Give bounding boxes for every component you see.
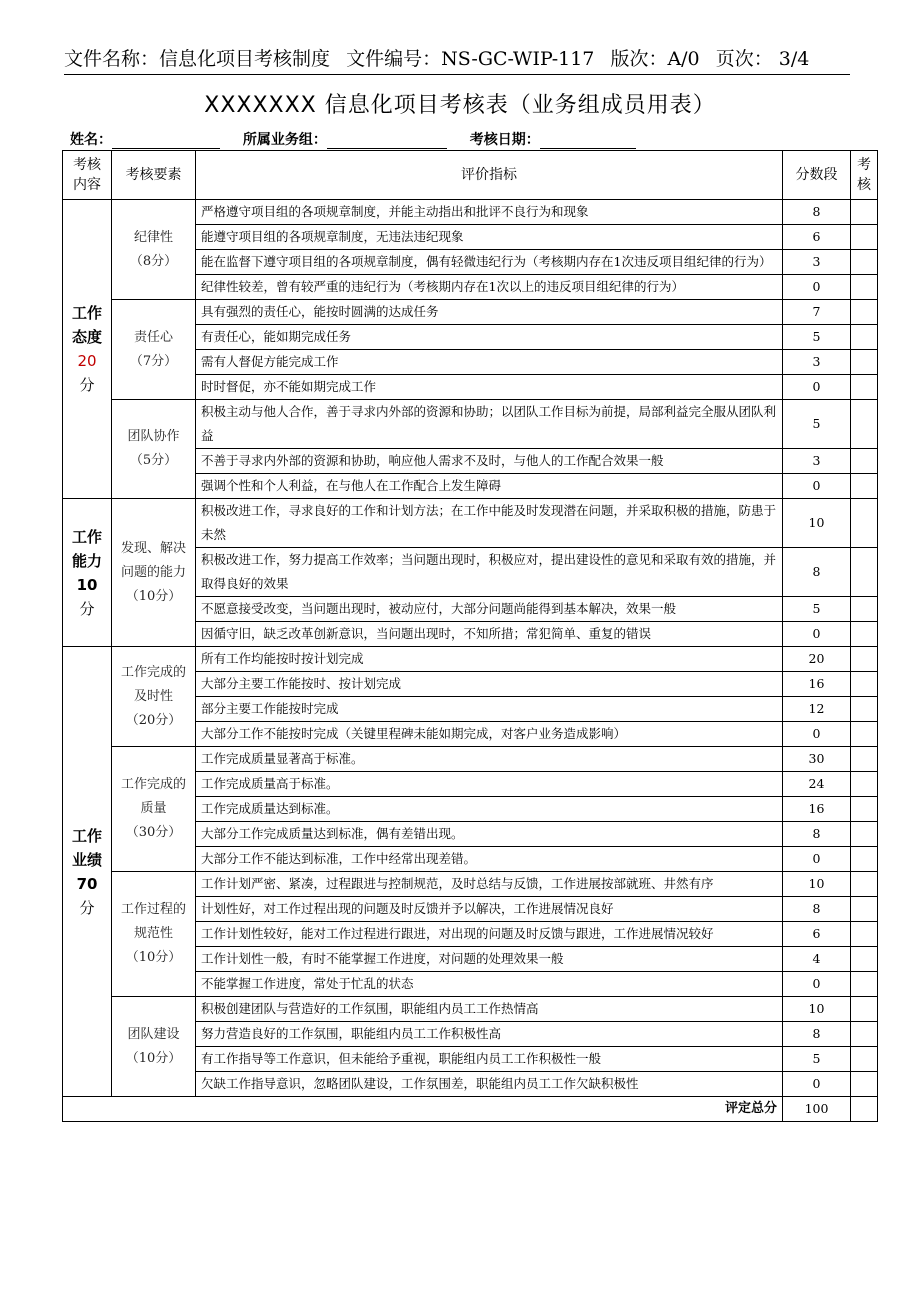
indicator-cell: 大部分工作完成质量达到标准，偶有差错出现。	[196, 822, 783, 847]
score-cell: 5	[783, 597, 851, 622]
factor-cell	[112, 872, 196, 997]
file-name: 文件名称：信息化项目考核制度	[64, 48, 331, 70]
score-cell: 0	[783, 622, 851, 647]
indicator-cell: 大部分工作不能按时完成（关键里程碑未能如期完成，对客户业务造成影响）	[196, 722, 783, 747]
assess-cell[interactable]	[851, 350, 878, 375]
indicator-cell: 工作计划严密、紧凑，过程跟进与控制规范，及时总结与反馈，工作进展按部就班、井然有序	[196, 872, 783, 897]
page-title: XXXXXXX 信息化项目考核表（业务组成员用表）	[204, 93, 716, 118]
assess-cell[interactable]	[851, 647, 878, 672]
dimension-unit: 分	[79, 376, 95, 394]
score-cell: 12	[783, 697, 851, 722]
score-cell: 8	[783, 822, 851, 847]
document-header	[64, 44, 850, 75]
factor-points: （10分）	[125, 950, 182, 965]
indicator-cell: 努力营造良好的工作氛围，职能组内员工工作积极性高	[196, 1022, 783, 1047]
assess-cell[interactable]	[851, 972, 878, 997]
score-cell: 30	[783, 747, 851, 772]
assess-cell[interactable]	[851, 672, 878, 697]
dimension-cell	[63, 200, 112, 499]
assess-cell[interactable]	[851, 250, 878, 275]
factor-name: 纪律性	[133, 229, 173, 245]
indicator-cell: 不善于寻求内外部的资源和协助，响应他人需求不及时，与他人的工作配合效果一般	[196, 449, 783, 474]
factor-name: 发现、解决问题的能力	[120, 540, 186, 580]
factor-points: （10分）	[125, 588, 182, 604]
score-cell: 3	[783, 449, 851, 474]
indicator-cell: 大部分工作不能达到标准，工作中经常出现差错。	[196, 847, 783, 872]
score-cell: 8	[783, 548, 851, 597]
indicator-cell: 积极改进工作，努力提高工作效率；当问题出现时，积极应对，提出建设性的意见和采取有效的措施，并取得良好的效果	[196, 548, 783, 597]
indicator-cell: 工作完成质量达到标准。	[196, 797, 783, 822]
assess-cell[interactable]	[851, 499, 878, 548]
indicator-cell: 工作计划性一般，有时不能掌握工作进度，对问题的处理效果一般	[196, 947, 783, 972]
dimension-unit: 分	[79, 599, 95, 618]
page-number: 页次： 3/4	[715, 48, 810, 70]
dimension-name: 工作业绩	[71, 826, 102, 869]
dimension-cell	[63, 499, 112, 647]
col-indicator: 评价指标	[196, 151, 783, 200]
date-label: 考核日期：	[469, 132, 540, 148]
dimension-score: 10	[76, 575, 98, 594]
indicator-cell: 具有强烈的责任心，能按时圆满的达成任务	[196, 300, 783, 325]
assess-cell[interactable]	[851, 722, 878, 747]
indicator-cell: 计划性好，对工作过程出现的问题及时反馈并予以解决，工作进展情况良好	[196, 897, 783, 922]
factor-points: （7分）	[129, 353, 178, 369]
score-cell: 3	[783, 250, 851, 275]
factor-name: 工作完成的及时性	[120, 664, 186, 704]
indicator-cell: 严格遵守项目组的各项规章制度，并能主动指出和批评不良行为和现象	[196, 200, 783, 225]
assess-cell[interactable]	[851, 449, 878, 474]
total-assess-cell[interactable]	[851, 1097, 878, 1122]
score-cell: 6	[783, 225, 851, 250]
dimension-score: 20	[77, 352, 97, 370]
factor-cell	[112, 647, 196, 747]
factor-cell	[112, 200, 196, 300]
score-cell: 3	[783, 350, 851, 375]
table-row	[63, 499, 878, 548]
factor-name: 团队协作	[127, 429, 180, 444]
factor-points: （30分）	[125, 825, 182, 840]
indicator-cell: 大部分主要工作能按时、按计划完成	[196, 672, 783, 697]
indicator-cell: 因循守旧，缺乏改革创新意识，当问题出现时，不知所措；常犯简单、重复的错误	[196, 622, 783, 647]
indicator-cell: 需有人督促方能完成工作	[196, 350, 783, 375]
dimension-name: 工作能力	[71, 527, 102, 570]
score-cell: 4	[783, 947, 851, 972]
indicator-cell: 欠缺工作指导意识，忽略团队建设，工作氛围差，职能组内员工工作欠缺积极性	[196, 1072, 783, 1097]
indicator-cell: 不能掌握工作进度，常处于忙乱的状态	[196, 972, 783, 997]
indicator-cell: 能遵守项目组的各项规章制度，无违法违纪现象	[196, 225, 783, 250]
assess-cell[interactable]	[851, 597, 878, 622]
score-cell: 10	[783, 872, 851, 897]
factor-points: （8分）	[129, 253, 178, 269]
indicator-cell: 工作完成质量显著高于标准。	[196, 747, 783, 772]
assess-cell[interactable]	[851, 548, 878, 597]
score-cell: 16	[783, 672, 851, 697]
indicator-cell: 工作计划性较好，能对工作过程进行跟进，对出现的问题及时反馈与跟进，工作进展情况较好	[196, 922, 783, 947]
factor-name: 工作完成的质量	[120, 777, 186, 816]
group-label: 所属业务组：	[242, 132, 327, 148]
score-cell: 0	[783, 972, 851, 997]
indicator-cell: 所有工作均能按时按计划完成	[196, 647, 783, 672]
version: 版次：A/0	[610, 48, 700, 70]
assess-cell[interactable]	[851, 897, 878, 922]
table-header-row	[63, 151, 878, 200]
col-content: 考核内容	[63, 151, 112, 200]
indicator-cell: 积极主动与他人合作，善于寻求内外部的资源和协助；以团队工作目标为前提，局部利益完全服从团队利益	[196, 400, 783, 449]
assess-cell[interactable]	[851, 797, 878, 822]
assess-cell[interactable]	[851, 822, 878, 847]
dimension-score: 70	[76, 874, 98, 893]
factor-cell	[112, 300, 196, 400]
factor-name: 责任心	[133, 329, 173, 345]
name-label: 姓名：	[70, 132, 112, 148]
indicator-cell: 不愿意接受改变，当问题出现时，被动应付，大部分问题尚能得到基本解决，效果一般	[196, 597, 783, 622]
score-cell: 6	[783, 922, 851, 947]
score-cell: 0	[783, 375, 851, 400]
factor-cell	[112, 747, 196, 872]
score-cell: 8	[783, 897, 851, 922]
score-cell: 8	[783, 1022, 851, 1047]
total-row	[63, 1097, 878, 1122]
table-row	[63, 747, 878, 772]
assess-cell[interactable]	[851, 772, 878, 797]
table-row	[63, 997, 878, 1022]
assess-cell[interactable]	[851, 947, 878, 972]
indicator-cell: 有工作指导等工作意识，但未能给予重视，职能组内员工工作积极性一般	[196, 1047, 783, 1072]
score-cell: 0	[783, 722, 851, 747]
score-cell: 0	[783, 275, 851, 300]
col-assess: 考核	[851, 151, 878, 200]
assess-cell[interactable]	[851, 847, 878, 872]
assess-cell[interactable]	[851, 400, 878, 449]
assess-cell[interactable]	[851, 375, 878, 400]
dimension-unit: 分	[79, 898, 95, 917]
assess-cell[interactable]	[851, 474, 878, 499]
total-label: 评定总分	[63, 1097, 783, 1122]
score-cell: 0	[783, 1072, 851, 1097]
factor-points: （5分）	[129, 453, 178, 468]
indicator-cell: 积极改进工作，寻求良好的工作和计划方法；在工作中能及时发现潜在问题，并采取积极的措施，防患于未然	[196, 499, 783, 548]
score-cell: 16	[783, 797, 851, 822]
table-row	[63, 200, 878, 225]
assessment-table	[62, 150, 878, 1122]
indicator-cell: 部分主要工作能按时完成	[196, 697, 783, 722]
table-row	[63, 300, 878, 325]
score-cell: 24	[783, 772, 851, 797]
assess-cell[interactable]	[851, 1022, 878, 1047]
score-cell: 0	[783, 847, 851, 872]
factor-cell	[112, 499, 196, 647]
dimension-name: 工作态度	[71, 304, 102, 346]
score-cell: 0	[783, 474, 851, 499]
assess-cell[interactable]	[851, 697, 878, 722]
factor-name: 工作过程的规范性	[120, 902, 186, 941]
assess-cell[interactable]	[851, 747, 878, 772]
indicator-cell: 强调个性和个人利益，在与他人在工作配合上发生障碍	[196, 474, 783, 499]
assess-cell[interactable]	[851, 1072, 878, 1097]
factor-points: （20分）	[125, 712, 182, 728]
factor-cell	[112, 400, 196, 499]
table-body	[63, 200, 878, 1122]
table-row	[63, 400, 878, 449]
assess-cell[interactable]	[851, 622, 878, 647]
col-score-range: 分数段	[783, 151, 851, 200]
assess-cell[interactable]	[851, 300, 878, 325]
col-factor: 考核要素	[112, 151, 196, 200]
assess-cell[interactable]	[851, 275, 878, 300]
form-meta	[70, 129, 654, 149]
assess-cell[interactable]	[851, 225, 878, 250]
date-blank[interactable]	[540, 134, 636, 149]
assess-cell[interactable]	[851, 997, 878, 1022]
score-cell: 10	[783, 499, 851, 548]
total-score: 100	[783, 1097, 851, 1122]
assess-cell[interactable]	[851, 872, 878, 897]
factor-cell	[112, 997, 196, 1097]
table-row	[63, 647, 878, 672]
dimension-cell	[63, 647, 112, 1097]
assess-cell[interactable]	[851, 325, 878, 350]
score-cell: 5	[783, 1047, 851, 1072]
assess-cell[interactable]	[851, 1047, 878, 1072]
indicator-cell: 纪律性较差，曾有较严重的违纪行为（考核期内存在1次以上的违反项目组纪律的行为）	[196, 275, 783, 300]
indicator-cell: 有责任心，能如期完成任务	[196, 325, 783, 350]
score-cell: 5	[783, 325, 851, 350]
factor-name: 团队建设	[127, 1026, 180, 1042]
score-cell: 5	[783, 400, 851, 449]
score-cell: 20	[783, 647, 851, 672]
file-number: 文件编号：NS-GC-WIP-117	[346, 48, 595, 70]
table-row	[63, 872, 878, 897]
factor-points: （10分）	[125, 1050, 182, 1066]
name-blank[interactable]	[112, 134, 220, 149]
indicator-cell: 时时督促，亦不能如期完成工作	[196, 375, 783, 400]
score-cell: 10	[783, 997, 851, 1022]
score-cell: 8	[783, 200, 851, 225]
indicator-cell: 积极创建团队与营造好的工作氛围，职能组内员工工作热情高	[196, 997, 783, 1022]
indicator-cell: 工作完成质量高于标准。	[196, 772, 783, 797]
group-blank[interactable]	[327, 134, 447, 149]
score-cell: 7	[783, 300, 851, 325]
assess-cell[interactable]	[851, 922, 878, 947]
indicator-cell: 能在监督下遵守项目组的各项规章制度，偶有轻微违纪行为（考核期内存在1次违反项目组纪律的行为）	[196, 250, 783, 275]
assess-cell[interactable]	[851, 200, 878, 225]
